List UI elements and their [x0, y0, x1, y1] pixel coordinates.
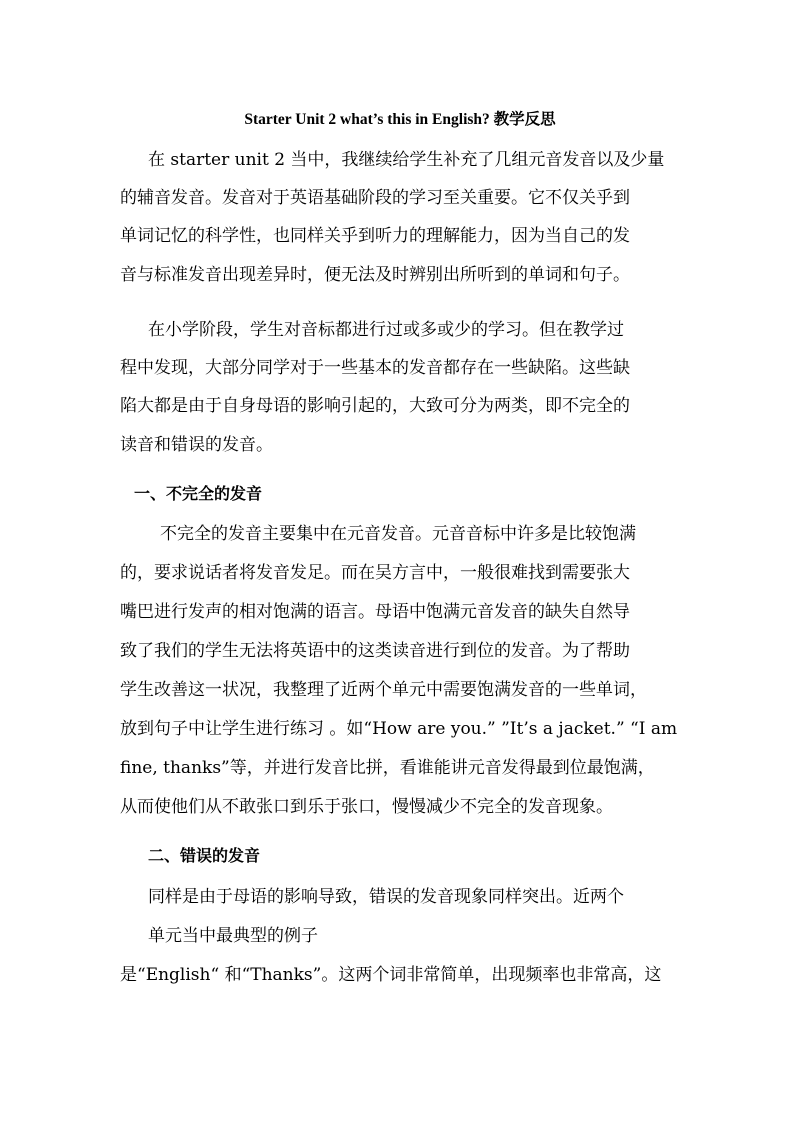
paragraph-line: 放到句子中让学生进行练习 。如“How are you.” ”It’s a jacket.” “I am — [120, 719, 678, 739]
paragraph-line: 单词记忆的科学性，也同样关乎到听力的理解能力，因为当自己的发 — [120, 226, 630, 246]
paragraph-line: 陷大都是由于自身母语的影响引起的，大致可分为两类，即不完全的 — [120, 396, 630, 416]
paragraph-line: 致了我们的学生无法将英语中的这类读音进行到位的发音。为了帮助 — [120, 641, 630, 661]
paragraph-line: 读音和错误的发音。 — [120, 435, 273, 455]
paragraph-line: fine, thanks”等，并进行发音比拼，看谁能讲元音发得最到位最饱满， — [120, 758, 655, 778]
paragraph-line: 的辅音发音。发音对于英语基础阶段的学习至关重要。它不仅关乎到 — [120, 188, 630, 208]
paragraph-line: 学生改善这一状况，我整理了近两个单元中需要饱满发音的一些单词， — [120, 680, 647, 700]
paragraph-line: 的，要求说话者将发音发足。而在吴方言中，一般很难找到需要张大 — [120, 563, 630, 583]
paragraph-line: 音与标准发音出现差异时，便无法及时辨别出所听到的单词和句子。 — [120, 265, 630, 285]
section-heading-2: 二、错误的发音 — [148, 846, 261, 865]
section-heading-1: 一、不完全的发音 — [134, 484, 263, 503]
paragraph-line: 不完全的发音主要集中在元音发音。元音音标中许多是比较饱满 — [160, 524, 636, 544]
paragraph-line: 从而使他们从不敢张口到乐于张口，慢慢减少不完全的发音现象。 — [120, 797, 613, 817]
paragraph-line: 程中发现，大部分同学对于一些基本的发音都存在一些缺陷。这些缺 — [120, 358, 630, 378]
paragraph-line: 是“English“ 和“Thanks”。这两个词非常简单，出现频率也非常高，这 — [120, 965, 662, 985]
paragraph-line: 在 starter unit 2 当中，我继续给学生补充了几组元音发音以及少量 — [148, 150, 665, 170]
paragraph-line: 在小学阶段，学生对音标都进行过或多或少的学习。但在教学过 — [148, 320, 624, 340]
paragraph-line: 同样是由于母语的影响导致，错误的发音现象同样突出。近两个 — [148, 887, 624, 907]
paragraph-line: 嘴巴进行发声的相对饱满的语言。母语中饱满元音发音的缺失自然导 — [120, 602, 630, 622]
paragraph-line: 单元当中最典型的例子 — [148, 926, 318, 946]
document-title: Starter Unit 2 what’s this in English? 教学反思 — [244, 111, 556, 128]
